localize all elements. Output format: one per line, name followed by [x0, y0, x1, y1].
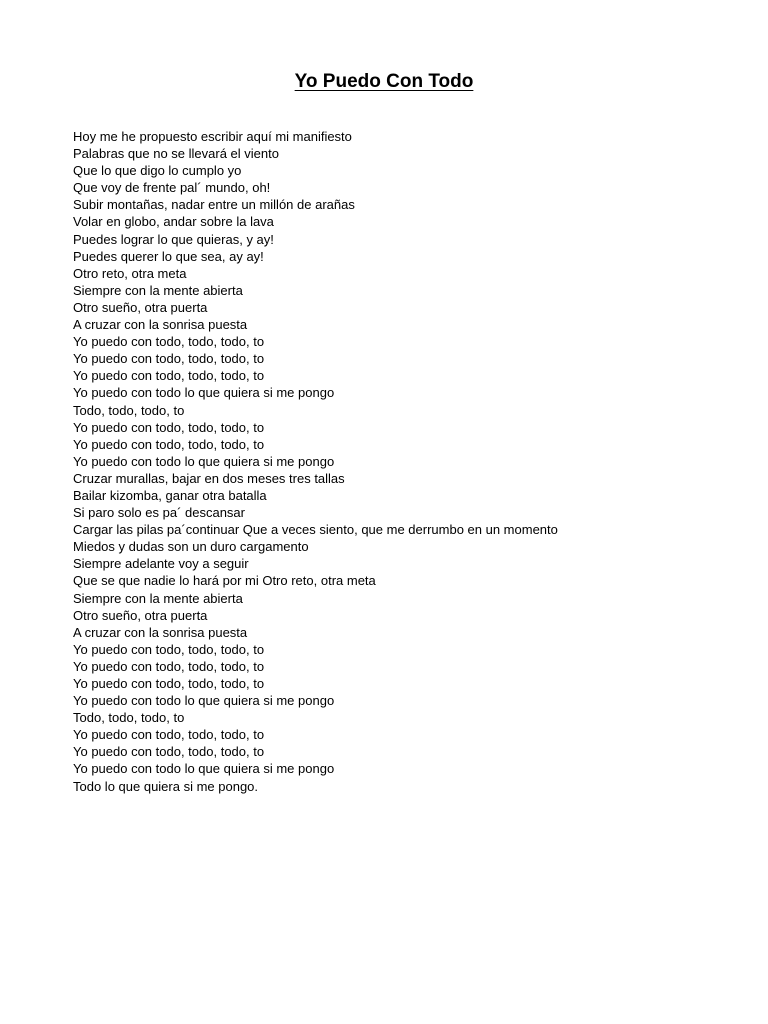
lyric-line: Yo puedo con todo, todo, todo, to: [73, 351, 265, 367]
lyrics-body: [73, 128, 733, 795]
lyric-line: Que voy de frente pal´ mundo, oh!: [73, 180, 271, 196]
lyric-line: Subir montañas, nadar entre un millón de arañas: [73, 197, 355, 213]
lyric-line: Cargar las pilas pa´continuar Que a veces siento, que me derrumbo en un momento: [73, 522, 558, 538]
lyric-line: Todo, todo, todo, to: [73, 710, 185, 726]
lyric-line: Hoy me he propuesto escribir aquí mi manifiesto: [73, 129, 352, 144]
lyric-line: Bailar kizomba, ganar otra batalla: [73, 487, 267, 503]
lyric-line: A cruzar con la sonrisa puesta: [73, 624, 248, 640]
lyric-line: Yo puedo con todo lo que quiera si me pongo: [73, 385, 335, 401]
lyric-line: Yo puedo con todo, todo, todo, to: [73, 641, 265, 657]
lyric-line: Yo puedo con todo, todo, todo, to: [73, 436, 265, 452]
lyric-line: Yo puedo con todo, todo, todo, to: [73, 658, 265, 674]
lyric-line: Yo puedo con todo, todo, todo, to: [73, 419, 265, 435]
lyric-line: Miedos y dudas son un duro cargamento: [73, 539, 309, 555]
lyric-line: Que lo que digo lo cumplo yo: [73, 163, 242, 179]
lyric-line: Yo puedo con todo lo que quiera si me pongo: [73, 693, 335, 709]
lyric-line: Cruzar murallas, bajar en dos meses tres tallas: [73, 470, 345, 486]
lyric-line: Yo puedo con todo, todo, todo, to: [73, 727, 265, 743]
lyric-line: Yo puedo con todo lo que quiera si me pongo: [73, 761, 335, 777]
lyric-line: Siempre con la mente abierta: [73, 590, 243, 606]
lyric-line: Si paro solo es pa´ descansar: [73, 505, 245, 521]
lyric-line: Que se que nadie lo hará por mi Otro reto, otra meta: [73, 573, 376, 589]
lyric-line: Yo puedo con todo, todo, todo, to: [73, 368, 265, 384]
lyric-line: Otro sueño, otra puerta: [73, 299, 208, 315]
lyric-line: Siempre adelante voy a seguir: [73, 556, 249, 572]
lyric-line: Volar en globo, andar sobre la lava: [73, 214, 274, 230]
lyric-line: Yo puedo con todo, todo, todo, to: [73, 744, 265, 760]
lyric-line: Puedes lograr lo que quieras, y ay!: [73, 231, 274, 247]
lyric-line: Yo puedo con todo, todo, todo, to: [73, 676, 265, 691]
lyric-line: Todo lo que quiera si me pongo.: [73, 778, 259, 794]
lyric-line: Siempre con la mente abierta: [73, 282, 243, 298]
lyric-line: Puedes querer lo que sea, ay ay!: [73, 248, 264, 264]
lyric-line: Otro sueño, otra puerta: [73, 607, 208, 623]
lyric-line: Yo puedo con todo lo que quiera si me pongo: [73, 453, 335, 469]
document-title: Yo Puedo Con Todo: [294, 71, 474, 92]
lyric-line: Palabras que no se llevará el viento: [73, 146, 279, 162]
lyric-line: Otro reto, otra meta: [73, 265, 187, 281]
lyric-line: Todo, todo, todo, to: [73, 402, 185, 418]
lyric-line: Yo puedo con todo, todo, todo, to: [73, 334, 265, 350]
lyric-line: A cruzar con la sonrisa puesta: [73, 317, 248, 333]
